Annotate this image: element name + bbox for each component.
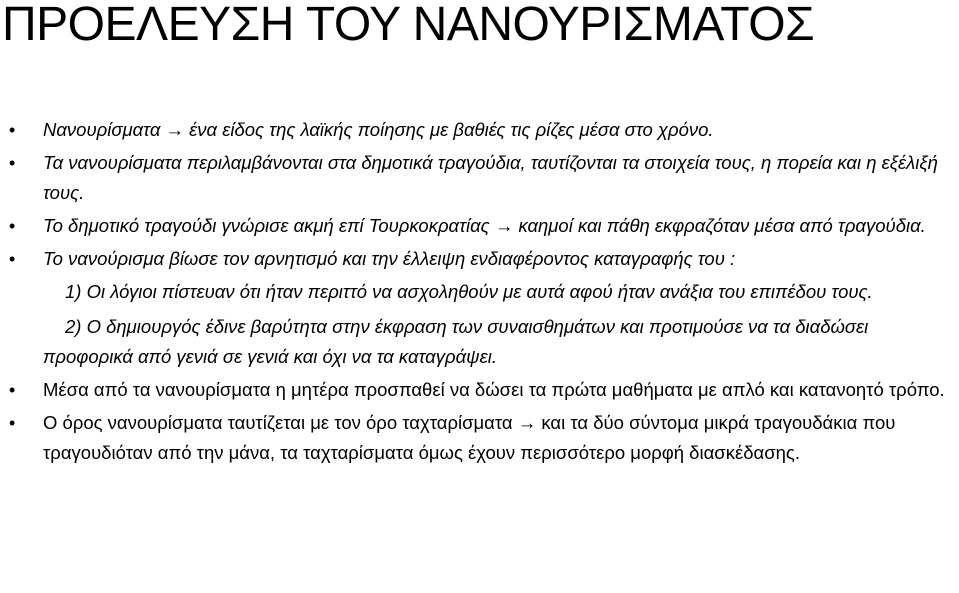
bullet-dot-icon: •: [9, 249, 16, 269]
bullet-text: Τα νανουρίσματα περιλαμβάνονται στα δημοτικά τραγούδια, ταυτίζονται τα στοιχεία τους, η πορεία και η εξέλιξή τους.: [43, 152, 938, 203]
bullet-list: [0, 115, 959, 468]
bullet-text: Το δημοτικό τραγούδι γνώρισε ακμή επί Τουρκοκρατίας → καημοί και πάθη εκφραζόταν μέσα από τραγούδια.: [43, 215, 926, 236]
bullet-dot-icon: •: [9, 380, 16, 400]
bullet-dot-icon: •: [9, 216, 16, 236]
bullet-item: [0, 375, 959, 405]
sub-item: 1) Οι λόγιοι πίστευαν ότι ήταν περιττό να ασχοληθούν με αυτά αφού ήταν ανάξια του επιπέδου τους.: [65, 281, 873, 302]
bullet-item: [0, 408, 959, 468]
sub-item: 2) Ο δημιουργός έδινε βαρύτητα στην έκφραση των συναισθημάτων και προτιμούσε να τα διαδώσει προφορικά από γενιά σε γενιά και όχι να τα καταγράψει.: [43, 316, 869, 367]
bullet-item: [0, 148, 959, 208]
bullet-item: [0, 244, 959, 274]
bullet-dot-icon: •: [9, 413, 16, 433]
bullet-item: [0, 211, 959, 241]
bullet-text: Μέσα από τα νανουρίσματα η μητέρα προσπαθεί να δώσει τα πρώτα μαθήματα με απλό και κατανοητό τρόπο.: [43, 379, 945, 400]
slide-title: ΠΡΟΕΛΕΥΣΗ ΤΟΥ ΝΑΝΟΥΡΙΣΜΑΤΟΣ: [2, 0, 815, 51]
bullet-dot-icon: •: [9, 120, 16, 140]
bullet-text: Νανουρίσματα → ένα είδος της λαϊκής ποίησης με βαθιές τις ρίζες μέσα στο χρόνο.: [43, 119, 714, 140]
bullet-text: Το νανούρισμα βίωσε τον αρνητισμό και την έλλειψη ενδιαφέροντος καταγραφής του :: [43, 248, 736, 269]
bullet-text: Ο όρος νανουρίσματα ταυτίζεται με τον όρο ταχταρίσματα → και τα δύο σύντομα μικρά τραγουδάκια που τραγουδιόταν από την μάνα, τα ταχταρίσματα όμως έχουν περισσότερο μορφή διασκέδασης.: [43, 412, 896, 463]
bullet-item: [0, 115, 959, 145]
bullet-dot-icon: •: [9, 153, 16, 173]
